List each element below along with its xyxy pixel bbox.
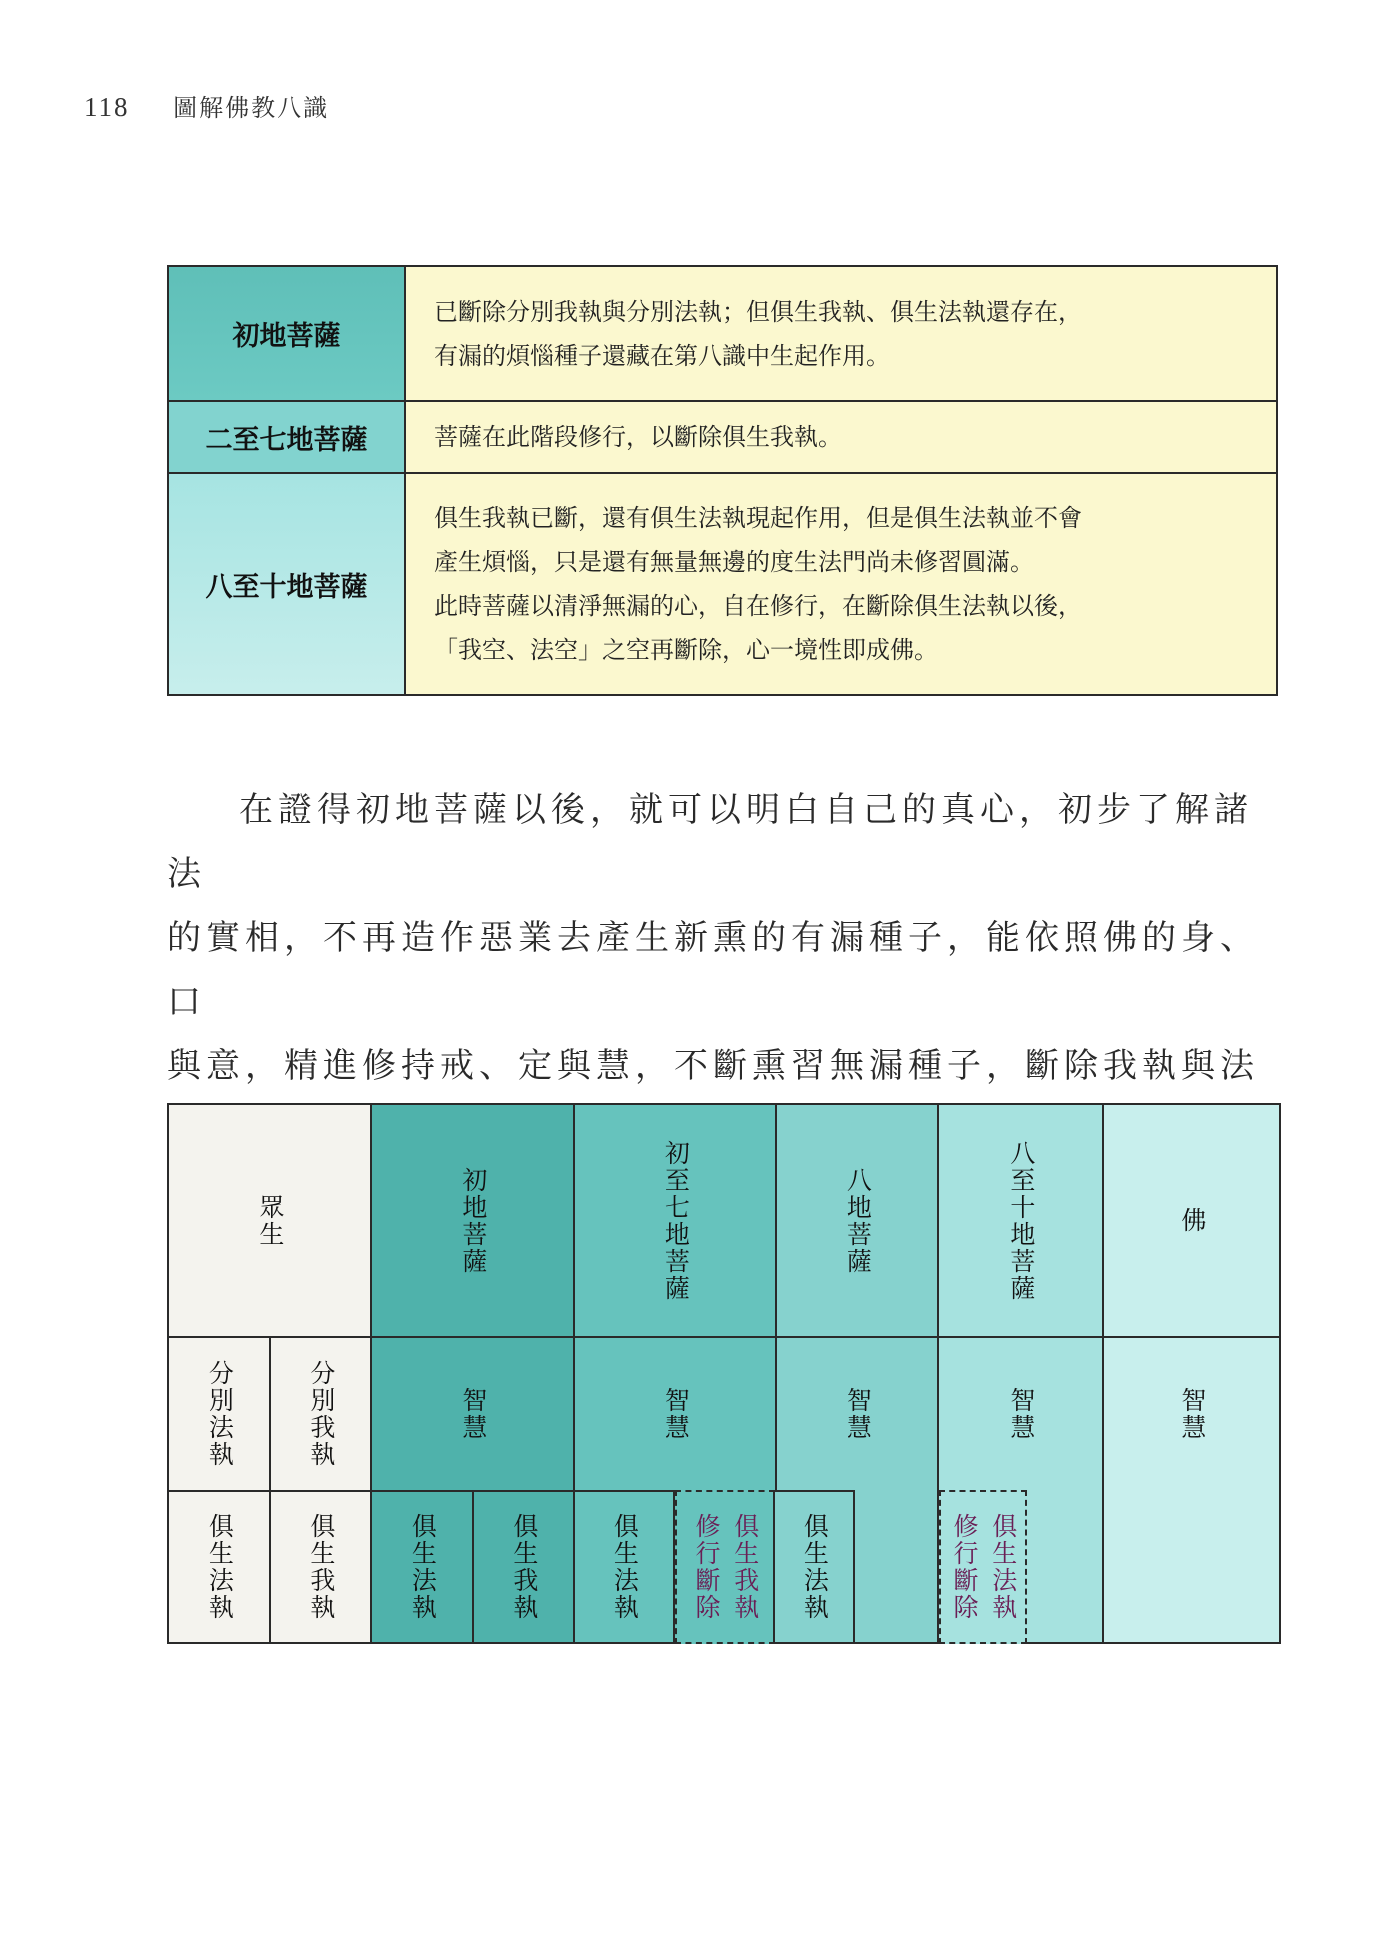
header-eighth-to-tenth: 八至十地菩薩	[937, 1103, 1104, 1338]
header-beings: 眾生	[167, 1103, 372, 1338]
fenbie-wo-cell: 分別我執	[269, 1336, 372, 1492]
jusheng-fa-cell: 俱生法執	[573, 1490, 675, 1644]
jusheng-wo-cell: 俱生我執	[269, 1490, 372, 1644]
removed-jusheng-fa-cell: 修行斷除 俱生法執	[939, 1490, 1027, 1644]
book-title: 圖解佛教八識	[173, 94, 330, 122]
page-number: 118	[84, 92, 130, 122]
jusheng-fa-cell: 俱生法執	[370, 1490, 474, 1644]
wisdom-cell: 智慧	[573, 1336, 777, 1492]
wisdom-cell: 智慧	[775, 1336, 939, 1644]
attachment-diagram	[167, 1103, 1279, 1644]
stage-description: 菩薩在此階段修行，以斷除俱生我執。	[406, 402, 1276, 474]
wisdom-cell: 智慧	[1102, 1336, 1281, 1644]
wisdom-cell: 智慧	[370, 1336, 575, 1492]
stages-table	[167, 265, 1278, 696]
header-first-ground: 初地菩薩	[370, 1103, 575, 1338]
wisdom-cell: 智慧	[937, 1336, 1104, 1644]
body-paragraph: 在證得初地菩薩以後，就可以明白自己的真心，初步了解諸法 的實相，不再造作惡業去產生新熏的有漏種子，能依照佛的身、口 與意，精進修持戒、定與慧，不斷熏習無漏種子，斷除我執與法	[167, 790, 1259, 1086]
stage-label: 初地菩薩	[169, 267, 406, 402]
page-header	[84, 88, 329, 123]
stage-label: 二至七地菩薩	[169, 402, 406, 474]
header-eighth-ground: 八地菩薩	[775, 1103, 939, 1338]
stage-description: 已斷除分別我執與分別法執；但俱生我執、俱生法執還存在， 有漏的煩惱種子還藏在第八識中生起作用。	[406, 267, 1276, 402]
jusheng-fa-cell: 俱生法執	[773, 1490, 855, 1644]
jusheng-fa-cell: 俱生法執	[167, 1490, 271, 1644]
stage-description: 俱生我執已斷，還有俱生法執現起作用，但是俱生法執並不會 產生煩惱，只是還有無量無邊的度生法門尚未修習圓滿。 此時菩薩以清淨無漏的心，自在修行，在斷除俱生法執以後， 「我空、法空」之空再斷除，心一境性即成佛。	[406, 474, 1276, 694]
header-buddha: 佛	[1102, 1103, 1281, 1338]
jusheng-wo-cell: 俱生我執	[472, 1490, 575, 1644]
header-first-to-seventh: 初至七地菩薩	[573, 1103, 777, 1338]
stage-label: 八至十地菩薩	[169, 474, 406, 694]
fenbie-fa-cell: 分別法執	[167, 1336, 271, 1492]
removed-jusheng-wo-cell: 修行斷除 俱生我執	[675, 1490, 775, 1644]
